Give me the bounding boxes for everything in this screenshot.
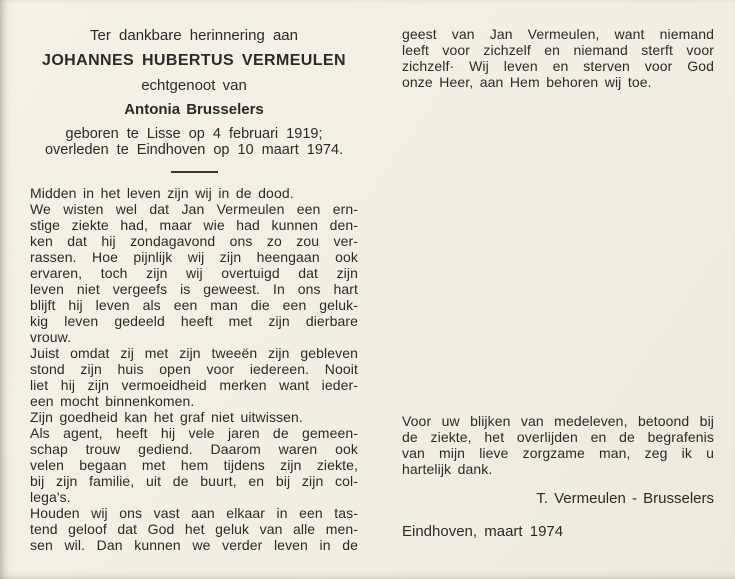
text-line: ervaren, toch zijn wij overtuigd dat zijn	[30, 265, 358, 281]
text-line: blijft hij leven als een man die een geluk-	[30, 297, 358, 313]
card-header	[30, 28, 358, 173]
text-line: bij zijn familie, uit de buurt, en bij zijn col-	[30, 473, 358, 489]
signature: T. Vermeulen - Brusselers	[536, 490, 714, 507]
text-line: liet hij zijn vermoeidheid merken want ieder-	[30, 377, 358, 393]
text-line: schap trouw gediend. Daarom waren ook	[30, 441, 358, 457]
text-line: Houden wij ons vast aan elkaar in een tas-	[30, 505, 358, 521]
text-line: tend geloof dat God het geluk van alle men-	[30, 521, 358, 537]
text-line: ken dat hij zondagavond ons zo zou ver-	[30, 233, 358, 249]
closing-line: Eindhoven, maart 1974	[402, 523, 564, 540]
text-line: sen wil. Dan kunnen we verder leven in de	[30, 537, 358, 553]
text-line: stond zijn huis open voor iedereen. Nooit	[30, 361, 358, 377]
text-line: onze Heer, aan Hem behoren wij toe.	[402, 74, 652, 90]
text-line: van mijn lieve zorgzame man, zeg ik u	[402, 445, 714, 461]
text-line: kig leven gedeeld heeft met zijn dierbare	[30, 313, 358, 329]
text-line: de ziekte, het overlijden en de begrafenis	[402, 429, 714, 445]
text-line: Zijn goedheid kan het graf niet uitwissen.	[30, 409, 303, 425]
left-column	[30, 26, 358, 553]
text-line: leeft voor zichzelf en niemand sterft voor	[402, 42, 714, 58]
intro-line: Ter dankbare herinnering aan	[90, 27, 298, 44]
divider-rule	[171, 171, 218, 173]
text-line: vrouw.	[30, 329, 72, 345]
text-line: Juist omdat zij met zijn tweeën zijn gebleven	[30, 345, 358, 361]
text-line: stige ziekte had, maar wie had kunnen den-	[30, 217, 358, 233]
text-line: Voor uw blijken van medeleven, betoond bij	[402, 413, 714, 429]
relation-line: echtgenoot van	[141, 77, 247, 94]
text-line: We wisten wel dat Jan Vermeulen een ern-	[30, 201, 358, 217]
life-dates	[30, 126, 358, 158]
birth-line: geboren te Lisse op 4 februari 1919;	[65, 126, 323, 142]
spouse-name: Antonia Brusselers	[124, 101, 264, 118]
right-column	[402, 20, 714, 540]
left-body-text	[30, 185, 358, 553]
text-line: een mocht binnenkomen.	[30, 393, 195, 409]
text-line: zichzelf· Wij leven en sterven voor God	[402, 58, 714, 74]
deceased-name: JOHANNES HUBERTUS VERMEULEN	[42, 52, 346, 69]
text-line: lega's.	[30, 489, 71, 505]
text-line: Midden in het leven zijn wij in de dood.	[30, 185, 294, 201]
text-line: leven niet vergeefs is geweest. In ons hart	[30, 281, 358, 297]
text-line: geest van Jan Vermeulen, want niemand	[402, 26, 714, 42]
text-line: rassen. Hoe pijnlijk wij zijn heengaan ook	[30, 249, 358, 265]
thanks-text	[402, 413, 714, 477]
text-line: velen begaan met hem tijdens zijn ziekte,	[30, 457, 358, 473]
death-line: overleden te Eindhoven op 10 maart 1974.	[44, 142, 344, 158]
right-top-text	[402, 26, 714, 90]
text-line: Als agent, heeft hij vele jaren de gemeen-	[30, 425, 358, 441]
text-line: hartelijk dank.	[402, 461, 493, 477]
